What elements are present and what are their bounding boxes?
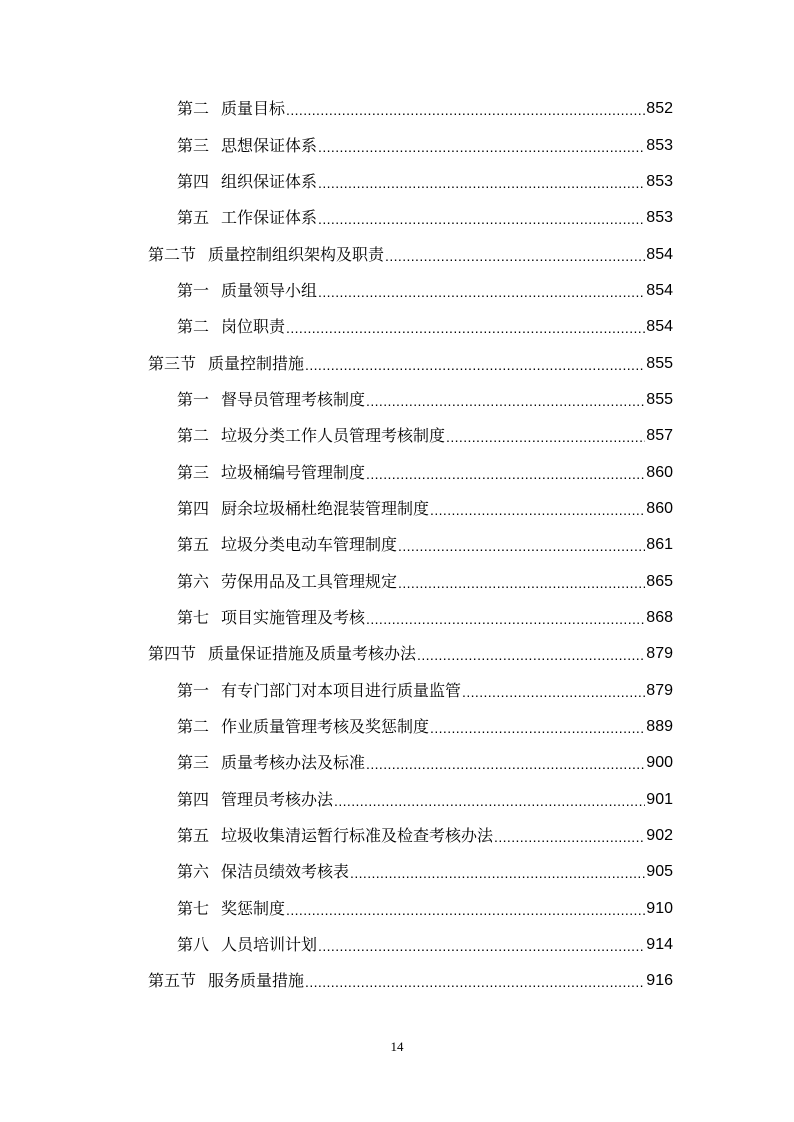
toc-entry-title: 质量控制组织架构及职责 <box>208 244 385 264</box>
toc-entry-page: 853 <box>646 209 673 227</box>
dot-leader <box>398 535 645 555</box>
dot-leader <box>318 136 645 156</box>
toc-entry-title: 质量考核办法及标准 <box>221 753 366 773</box>
toc-entry-label <box>177 862 349 882</box>
toc-entry-title: 质量领导小组 <box>221 280 318 300</box>
toc-entry-label <box>177 281 317 301</box>
toc-entry-label <box>177 136 317 156</box>
dot-leader <box>462 681 645 701</box>
dot-leader <box>318 935 645 955</box>
toc-entry-label <box>148 245 384 265</box>
toc-entry-label <box>177 935 317 955</box>
toc-entry[interactable] <box>0 818 794 854</box>
toc-entry-number: 第七 <box>177 898 210 918</box>
toc-entry-label <box>148 971 304 991</box>
toc-entry[interactable] <box>0 164 794 200</box>
dot-leader <box>446 426 645 446</box>
toc-entry-number: 第四 <box>177 171 210 191</box>
toc-entry-label <box>177 572 397 592</box>
toc-entry[interactable] <box>0 854 794 890</box>
toc-entry-number: 第三 <box>177 753 210 773</box>
dot-leader <box>286 317 645 337</box>
toc-entry-number: 第二 <box>177 426 210 446</box>
toc-entry-title: 管理员考核办法 <box>221 789 334 809</box>
toc-entry-number: 第一 <box>177 280 210 300</box>
toc-entry-title: 厨余垃圾桶杜绝混装管理制度 <box>221 498 430 518</box>
toc-entry-number: 第五节 <box>148 971 197 991</box>
toc-entry-title: 垃圾分类工作人员管理考核制度 <box>221 426 446 446</box>
toc-entry-title: 服务质量措施 <box>208 971 305 991</box>
toc-entry-number: 第八 <box>177 935 210 955</box>
toc-entry-number: 第六 <box>177 862 210 882</box>
toc-entry-title: 保洁员绩效考核表 <box>221 862 350 882</box>
toc-entry-number: 第二 <box>177 99 210 119</box>
toc-entry[interactable] <box>0 563 794 599</box>
toc-entry-number: 第四 <box>177 789 210 809</box>
toc-entry[interactable] <box>0 709 794 745</box>
dot-leader <box>366 608 645 628</box>
dot-leader <box>318 172 645 192</box>
toc-entry[interactable] <box>0 454 794 490</box>
toc-entry-title: 劳保用品及工具管理规定 <box>221 571 398 591</box>
toc-entry-page: 857 <box>646 427 673 445</box>
toc-entry-page: 855 <box>646 390 673 408</box>
toc-entry[interactable] <box>0 418 794 454</box>
toc-entry-page: 902 <box>646 827 673 845</box>
toc-entry-label <box>177 390 365 410</box>
toc-entry-title: 质量控制措施 <box>208 353 305 373</box>
toc-entry-page: 901 <box>646 790 673 808</box>
toc-entry[interactable] <box>0 927 794 963</box>
dot-leader <box>318 281 645 301</box>
toc-entry-label <box>177 172 317 192</box>
dot-leader <box>305 971 645 991</box>
toc-entry-label <box>177 499 429 519</box>
toc-entry-number: 第五 <box>177 826 210 846</box>
dot-leader <box>494 826 645 846</box>
toc-entry-page: 861 <box>646 536 673 554</box>
dot-leader <box>430 717 645 737</box>
dot-leader <box>430 499 645 519</box>
toc-entry-title: 质量目标 <box>221 99 286 119</box>
toc-entry-page: 854 <box>646 245 673 263</box>
toc-entry[interactable] <box>0 673 794 709</box>
toc-entry-number: 第三节 <box>148 353 197 373</box>
toc-entry-number: 第五 <box>177 208 210 228</box>
toc-entry-number: 第二节 <box>148 244 197 264</box>
toc-entry-title: 质量保证措施及质量考核办法 <box>208 644 417 664</box>
toc-entry-label <box>177 463 365 483</box>
toc-section-entry[interactable] <box>0 636 794 672</box>
toc-entry[interactable] <box>0 309 794 345</box>
toc-entry-title: 岗位职责 <box>221 317 286 337</box>
toc-entry-label <box>177 317 285 337</box>
dot-leader <box>398 572 645 592</box>
page-number: 14 <box>390 1039 404 1054</box>
toc-entry-number: 第四 <box>177 498 210 518</box>
toc-entry[interactable] <box>0 782 794 818</box>
dot-leader <box>286 99 645 119</box>
toc-entry-title: 垃圾桶编号管理制度 <box>221 462 366 482</box>
toc-entry-page: 854 <box>646 281 673 299</box>
toc-entry[interactable] <box>0 491 794 527</box>
toc-entry-number: 第四节 <box>148 644 197 664</box>
toc-entry-number: 第六 <box>177 571 210 591</box>
toc-entry[interactable] <box>0 273 794 309</box>
toc-entry-label <box>177 899 285 919</box>
toc-entry-page: 853 <box>646 136 673 154</box>
toc-entry[interactable] <box>0 745 794 781</box>
toc-entry-page: 916 <box>646 972 673 990</box>
toc-entry[interactable] <box>0 382 794 418</box>
toc-entry-title: 思想保证体系 <box>221 135 318 155</box>
toc-entry-page: 879 <box>646 681 673 699</box>
toc-entry[interactable] <box>0 91 794 127</box>
toc-entry-title: 项目实施管理及考核 <box>221 607 366 627</box>
toc-entry-title: 奖惩制度 <box>221 898 286 918</box>
toc-entry-page: 855 <box>646 354 673 372</box>
toc-entry-page: 860 <box>646 499 673 517</box>
dot-leader <box>286 899 645 919</box>
toc-entry[interactable] <box>0 127 794 163</box>
toc-entry[interactable] <box>0 600 794 636</box>
toc-entry-page: 905 <box>646 863 673 881</box>
toc-entry-title: 作业质量管理考核及奖惩制度 <box>221 717 430 737</box>
toc-entry-label <box>177 608 365 628</box>
toc-entry-label <box>177 790 333 810</box>
toc-section-entry[interactable] <box>0 236 794 272</box>
toc-entry-title: 工作保证体系 <box>221 208 318 228</box>
toc-entry-title: 有专门部门对本项目进行质量监管 <box>221 680 462 700</box>
dot-leader <box>350 862 645 882</box>
toc-section-entry[interactable] <box>0 963 794 999</box>
toc-entry-page: 889 <box>646 718 673 736</box>
toc-entry-label <box>177 535 397 555</box>
dot-leader <box>417 644 645 664</box>
toc-entry-label <box>177 681 461 701</box>
dot-leader <box>366 753 645 773</box>
toc-entry-page: 860 <box>646 463 673 481</box>
toc-entry-label <box>148 354 304 374</box>
toc-entry[interactable] <box>0 527 794 563</box>
toc-entry-label <box>177 99 285 119</box>
toc-entry-label <box>148 644 416 664</box>
toc-entry[interactable] <box>0 200 794 236</box>
toc-entry-number: 第二 <box>177 317 210 337</box>
toc-entry-number: 第一 <box>177 680 210 700</box>
toc-entry-title: 组织保证体系 <box>221 171 318 191</box>
toc-entry-number: 第三 <box>177 135 210 155</box>
dot-leader <box>366 463 645 483</box>
toc-entry-page: 865 <box>646 572 673 590</box>
toc-entry-page: 914 <box>646 936 673 954</box>
toc-entry-page: 868 <box>646 608 673 626</box>
toc-entry-label <box>177 753 365 773</box>
toc-entry-number: 第七 <box>177 607 210 627</box>
toc-entry-number: 第五 <box>177 535 210 555</box>
toc-entry-page: 900 <box>646 754 673 772</box>
toc-entry-page: 854 <box>646 318 673 336</box>
toc-entry-number: 第一 <box>177 389 210 409</box>
dot-leader <box>366 390 645 410</box>
toc-entry-page: 879 <box>646 645 673 663</box>
toc-entry-number: 第三 <box>177 462 210 482</box>
dot-leader <box>334 790 645 810</box>
toc-entry-title: 人员培训计划 <box>221 935 318 955</box>
toc-entry[interactable] <box>0 891 794 927</box>
toc-entry-label <box>177 208 317 228</box>
dot-leader <box>305 354 645 374</box>
toc-entry-title: 督导员管理考核制度 <box>221 389 366 409</box>
toc-entry-title: 垃圾收集清运暂行标准及检查考核办法 <box>221 826 494 846</box>
toc-section-entry[interactable] <box>0 345 794 381</box>
toc-entry-label <box>177 426 445 446</box>
toc-entry-label <box>177 826 493 846</box>
dot-leader <box>318 208 645 228</box>
toc-entry-page: 852 <box>646 100 673 118</box>
toc-entry-title: 垃圾分类电动车管理制度 <box>221 535 398 555</box>
toc-entry-page: 853 <box>646 172 673 190</box>
table-of-contents <box>0 91 794 1000</box>
toc-entry-label <box>177 717 429 737</box>
dot-leader <box>385 245 645 265</box>
toc-entry-page: 910 <box>646 899 673 917</box>
toc-entry-number: 第二 <box>177 717 210 737</box>
